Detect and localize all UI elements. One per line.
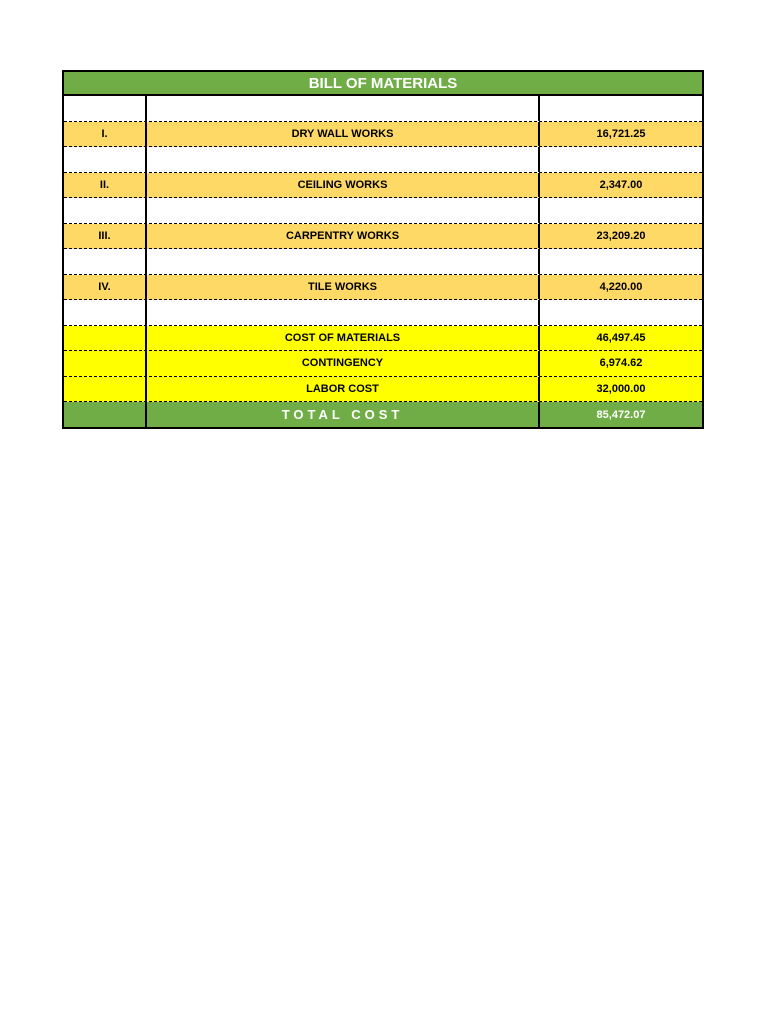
item-numeral: IV. [64,275,147,300]
summary-amount: 46,497.45 [596,331,646,344]
item-description: CEILING WORKS [147,173,540,198]
item-row-carpentry [64,224,702,250]
blank-row [64,198,702,224]
item-amount: 23,209.20 [596,229,646,242]
item-row-ceiling [64,173,702,199]
item-amount: 4,220.00 [599,280,643,293]
summary-row-labor-cost [64,377,702,403]
blank-row [64,147,702,173]
summary-amount: 32,000.00 [596,382,646,395]
item-numeral: II. [64,173,147,198]
item-description: TILE WORKS [147,275,540,300]
total-label: TOTAL COST [147,402,540,427]
summary-label: LABOR COST [147,377,540,402]
table-title: BILL OF MATERIALS [64,72,702,96]
blank-row [64,249,702,275]
item-description: CARPENTRY WORKS [147,224,540,249]
item-row-tile [64,275,702,301]
total-row [64,402,702,427]
blank-row [64,300,702,326]
item-amount: 16,721.25 [596,127,646,140]
summary-row-cost-of-materials [64,326,702,352]
item-description: DRY WALL WORKS [147,122,540,147]
summary-row-contingency [64,351,702,377]
bill-of-materials-table [62,70,704,429]
summary-label: COST OF MATERIALS [147,326,540,351]
blank-row [64,96,702,122]
summary-amount: 6,974.62 [599,357,643,370]
item-amount: 2,347.00 [599,178,643,191]
item-row-dry-wall [64,122,702,148]
summary-label: CONTINGENCY [147,351,540,376]
item-numeral: III. [64,224,147,249]
total-amount: 85,472.07 [596,408,646,421]
item-numeral: I. [64,122,147,147]
